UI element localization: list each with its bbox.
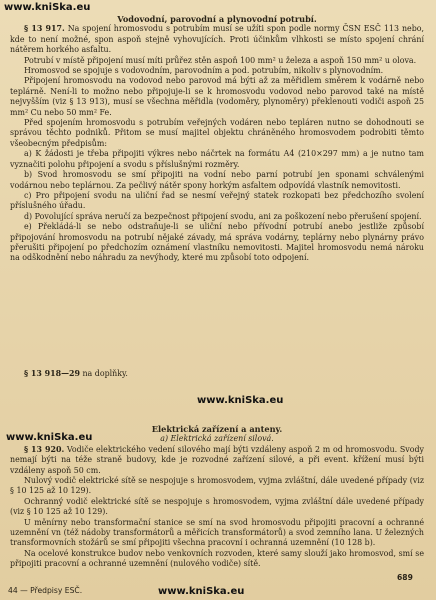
- paragraph-number: § 13 917.: [24, 24, 65, 34]
- section-electrical: [10, 424, 424, 570]
- section-piping: [10, 14, 424, 264]
- footer-signature: 44 — Předpisy ESČ.: [8, 586, 83, 595]
- watermark-middle[interactable]: www.kniSka.eu: [197, 395, 284, 406]
- paragraph: Připojení hromosvodu na vodovod nebo parovod má býti až za měřidlem směrem k vodárně nebo teplárně. Není-li to možno nebo připojuje-li se k hromosvodu vodovod nebo parovod také na místě nejvyšším (viz § 13 913), musí se všechna měřidla (vodoměry, plynoměry) překlenouti vodiči aspoň 25 mm² Cu nebo 50 mm² Fe.: [10, 76, 424, 117]
- paragraph: Před spojením hromosvodu s potrubím veřejných vodáren nebo tepláren nutno se dohodnouti se správou těchto podniků. Přitom se musí majitel objektu chráněného hromosvodem podrobiti těmto všeobecným předpisům:: [10, 118, 424, 148]
- list-item-e: e) Překládá-li se nebo odstraňuje-li se uliční nebo přívodní potrubí anebo jestliže způsobí připojování hromosvodu na potrubí nějaké závady, má správa vodárny, teplárny nebo plynárny právo přerušiti připojení po předchozím oznámení vlastníku nemovitosti. Majitel hromosvodu nemá nároku na odškodnění nebo náhradu za nevýhody, které mu způsobí toto odpojení.: [10, 222, 424, 263]
- paragraph-text: Vodiče elektrického vedení silového mají býti vzdáleny aspoň 2 m od hromosvodu. Svody nemají býti na téže straně budovy, kde je rozvodné zařízení silové, a při event. křížení musí býti vzdáleny aspoň 50 cm.: [10, 444, 424, 475]
- list-item-b: b) Svod hromosvodu se smí připojiti na vodní nebo parní potrubí jen sponami schválenými vodárnou nebo teplárnou. Za pečlivý nátěr spony horkým asfaltem odpovídá vlastník nemovitosti.: [10, 170, 424, 190]
- watermark-left[interactable]: www.kniSka.eu: [6, 432, 93, 443]
- paragraph: [10, 445, 424, 476]
- paragraph-number: § 13 920.: [24, 444, 65, 454]
- watermark-bottom[interactable]: www.kniSka.eu: [158, 586, 245, 597]
- list-item-c: c) Pro připojení svodu na uliční řad se nesmí veřejný statek rozkopati bez předchozího svolení příslušného úřadu.: [10, 190, 424, 211]
- paragraph: [10, 24, 424, 55]
- list-item-a: a) K žádosti je třeba připojiti výkres nebo náčrtek na formátu A4 (210×297 mm) a je nutno tam vyznačiti polohu připojení a svodu s příslušnými rozměry.: [10, 149, 424, 169]
- section-heading-piping: Vodovodní, parovodní a plynovodní potrubí.: [117, 14, 317, 24]
- paragraph: Potrubí v místě připojení musí míti průřez stěn aspoň 100 mm² u železa a aspoň 150 mm² u olova.: [24, 55, 417, 65]
- paragraph: [10, 369, 424, 379]
- paragraph: Ochranný vodič elektrické sítě se nespojuje s hromosvodem, vyjma zvláštní dále uvedené případy (viz § 10 125 až 10 129).: [10, 496, 424, 517]
- paragraph: Na ocelové konstrukce budov nebo venkovních rozvoden, které samy slouží jako hromosvod, smí se připojiti pracovní a ochranné uzemnění (nulového vodiče) sítě.: [10, 548, 424, 569]
- paragraph-number: § 13 918—29: [24, 369, 80, 378]
- section-heading-electrical: Elektrická zařízení a anteny.: [151, 424, 283, 434]
- paragraph: Nulový vodič elektrické sítě se nespojuje s hromosvodem, vyjma zvláštní, dále uvedené případy (viz § 10 125 až 10 129).: [10, 476, 424, 496]
- section-subheading: a) Elektrická zařízení silová.: [160, 434, 274, 444]
- list-item-d: d) Povolující správa neručí za bezpečnost připojení svodu, ani za poškození nebo přerušení spojení.: [24, 211, 422, 221]
- page-number: 689: [397, 573, 413, 582]
- paragraph-text: na doplňky.: [82, 369, 128, 378]
- watermark-top[interactable]: www.kniSka.eu: [4, 2, 91, 13]
- section-supplements: [10, 369, 424, 379]
- paragraph: U měnírny nebo transformační stanice se smí na svod hromosvodu připojiti pracovní a ochranné uzemnění vn (též nádoby transformátorů a měřicích transformátorů) a svod zemního lana. U železných transformovních stožárů se smí připojiti všechna pracovní i ochranná uzemnění (10 128 b).: [10, 517, 424, 548]
- paragraph: Hromosvod se spojuje s vodovodním, parovodním a pod. potrubím, nikoliv s plynovodním.: [24, 66, 384, 76]
- paragraph-text: Na spojení hromosvodu s potrubím musí se užíti spon podle normy ČSN ESČ 113 nebo, kde to není možné, spon aspoň stejně vyhovujících. Proti účinkům vlhkosti se místo spojení chrání nátěrem horkého asfaltu.: [10, 24, 424, 55]
